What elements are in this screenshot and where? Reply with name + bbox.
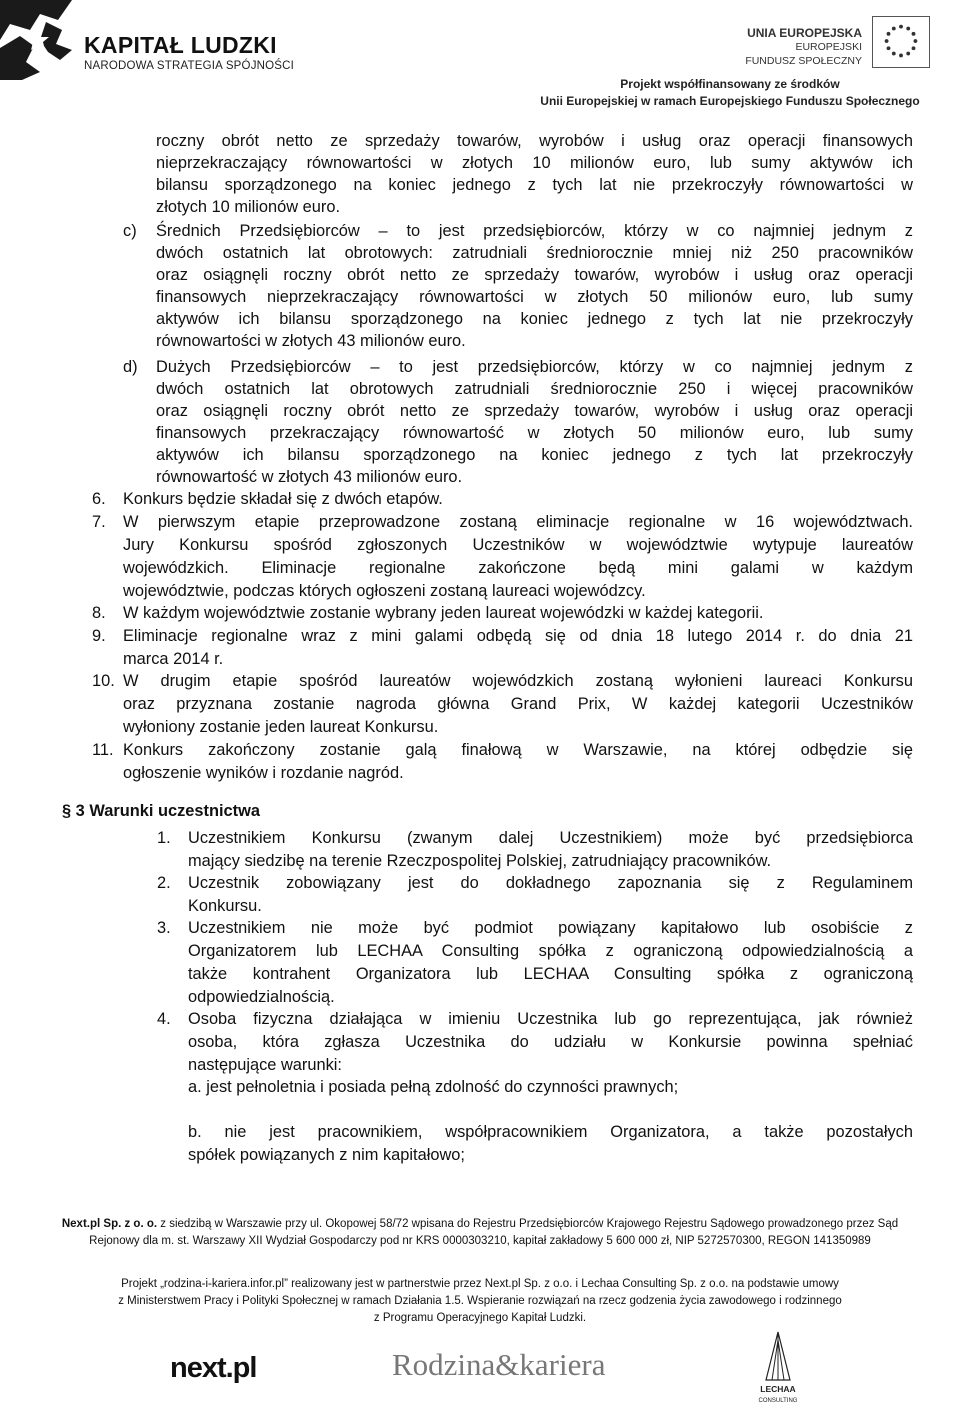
item-10-line: wyłoniony zostanie jeden laureat Konkursu. <box>123 718 439 736</box>
eu-logo <box>730 16 930 68</box>
item-7-line: województwie, podczas których ogłoszeni zostaną laureaci wojewódzcy. <box>123 582 646 600</box>
item-7-line: W pierwszym etapie przeprowadzone zostaną eliminacje regionalne w 16 województwach. <box>123 513 913 531</box>
item-7-marker: 7. <box>92 513 106 531</box>
intro-line: roczny obrót netto ze sprzedaży towarów, wyrobów i usług oraz operacji finansowych <box>156 132 913 150</box>
logo-title: KAPITAŁ LUDZKI <box>84 32 277 58</box>
item-10-line: oraz przyznana zostanie nagroda główna Grand Prix, W każdej kategorii Uczestników <box>123 695 913 713</box>
kapital-ludzki-logo <box>0 0 300 90</box>
item-9-marker: 9. <box>92 627 106 645</box>
kapital-ludzki-emblem-icon <box>0 0 80 80</box>
item-6-line: Konkurs będzie składał się z dwóch etapów. <box>123 490 443 508</box>
section-item-3-line: Uczestnikiem nie może być podmiot powiązany kapitałowo lub osobiście z <box>188 919 913 937</box>
section-item-1-line: Uczestnikiem Konkursu (zwanym dalej Uczestnikiem) może być przedsiębiorca <box>188 829 913 847</box>
section-item-4-sub-a: a. jest pełnoletnia i posiada pełną zdolność do czynności prawnych; <box>188 1078 679 1096</box>
section-item-1-marker: 1. <box>157 829 171 847</box>
item-d-line: finansowych przekraczający równowartość w złotych 50 milionów euro, lub sumy <box>156 424 913 442</box>
item-7-line: wojewódzkich. Eliminacje regionalne zakończone będą mini galami w każdym <box>123 559 913 577</box>
eu-line-2: EUROPEJSKI <box>795 41 862 53</box>
footer-company-rest: z siedzibą w Warszawie przy ul. Okopowej 58/72 wpisana do Rejestru Przedsiębiorców Krajowego Rejestru Sądowego prowadzonego przez Sąd <box>157 1218 899 1230</box>
item-9-line: Eliminacje regionalne wraz z mini galami odbędą się od dnia 18 lutego 2014 r. do dnia 21 <box>123 627 913 645</box>
footer-company-line-1 <box>0 1216 960 1233</box>
item-6-marker: 6. <box>92 490 106 508</box>
footer-project-line-2: z Ministerstwem Pracy i Polityki Społecznej w ramach Działania 1.5. Wspieranie rozwiązań na rzecz godzenia życia zawodowego i rodzinnego <box>118 1295 842 1307</box>
section-heading: § 3 Warunki uczestnictwa <box>62 802 260 820</box>
section-item-3-line: Organizatorem lub LECHAA Consulting spółka z ograniczoną odpowiedzialnością a <box>188 942 913 960</box>
rodzina-kariera-logo: Rodzina&kariera <box>392 1347 606 1382</box>
section-item-4-sub-b: spółek powiązanych z nim kapitałowo; <box>188 1146 465 1164</box>
item-11-marker: 11. <box>92 741 114 759</box>
section-item-3-line: także kontrahent Organizatora lub LECHAA Consulting spółka z ograniczoną <box>188 965 913 983</box>
section-item-1-line: mający siedzibę na terenie Rzeczpospolitej Polskiej, zatrudniający pracowników. <box>188 852 772 870</box>
section-item-4-sub-b: b. nie jest pracownikiem, współpracownikiem Organizatora, a także pozostałych <box>188 1123 913 1141</box>
item-d-line: Dużych Przedsiębiorców – to jest przedsiębiorców, którzy w co najmniej jednym z <box>156 358 913 376</box>
footer-project-line-1: Projekt „rodzina-i-kariera.infor.pl” realizowany jest w partnerstwie przez Next.pl Sp. z o.o. i Lechaa Consulting Sp. z o.o. na podstawie umowy <box>121 1278 839 1290</box>
eu-flag-icon <box>872 16 930 68</box>
item-c-marker: c) <box>123 222 137 240</box>
footer-project-line-3: z Programu Operacyjnego Kapitał Ludzki. <box>373 1312 587 1324</box>
item-9-line: marca 2014 r. <box>123 650 224 668</box>
item-d-line: równowartość w złotych 43 milionów euro. <box>156 468 463 486</box>
section-item-4-line: następujące warunki: <box>188 1056 342 1074</box>
item-d-line: dwóch ostatnich lat obrotowych zatrudniali średniorocznie 250 i więcej pracowników <box>156 380 913 398</box>
cofinance-note <box>530 76 930 110</box>
section-item-4-line: Osoba fizyczna działająca w imieniu Uczestnika lub go reprezentująca, jak również <box>188 1010 913 1028</box>
lechaa-consulting-logo <box>754 1330 802 1406</box>
item-11-line: Konkurs zakończony zostanie galą finałową w Warszawie, na której odbędzie się <box>123 741 913 759</box>
section-item-3-line: odpowiedzialnością. <box>188 988 335 1006</box>
logo-subtitle: NARODOWA STRATEGIA SPÓJNOŚCI <box>84 60 295 72</box>
item-d-line: oraz osiągnęli roczny obrót netto ze sprzedaży towarów, wyrobów i usług oraz operacji <box>156 402 913 420</box>
cofinance-line-2: Unii Europejskiej w ramach Europejskiego Funduszu Społecznego <box>540 94 920 108</box>
item-8-marker: 8. <box>92 604 106 622</box>
intro-line: nieprzekraczający równowartości w złotych 10 milionów euro, lub sumy aktywów ich <box>156 154 913 172</box>
item-d-line: aktywów ich bilansu sporządzonego na koniec jednego z tych lat przekroczyły <box>156 446 913 464</box>
item-c-line: dwóch ostatnich lat obrotowych: zatrudniali średniorocznie mniej niż 250 pracowników <box>156 244 913 262</box>
footer-company-line-2: Rejonowy dla m. st. Warszawy XII Wydział Gospodarczy pod nr KRS 0000303210, kapitał zakładowy 5 600 000 zł, NIP 5272570300, REGON 141350989 <box>89 1235 871 1247</box>
section-item-2-line: Konkursu. <box>188 897 262 915</box>
intro-line: złotych 10 milionów euro. <box>156 198 341 216</box>
item-10-line: W drugim etapie spośród laureatów wojewódzkich zostaną wyłonieni laureaci Konkursu <box>123 672 913 690</box>
section-item-4-line: osoba, która zgłasza Uczestnika do udziału w Konkursie powinna spełniać <box>188 1033 913 1051</box>
lechaa-logo-text: LECHAA <box>760 1384 796 1394</box>
item-c-line: równowartości w złotych 43 milionów euro. <box>156 332 466 350</box>
section-item-2-marker: 2. <box>157 874 171 892</box>
item-c-line: oraz osiągnęli roczny obrót netto ze sprzedaży towarów, wyrobów i usług oraz operacji <box>156 266 913 284</box>
eu-line-3: FUNDUSZ SPOŁECZNY <box>745 55 862 67</box>
lechaa-logo-sub: CONSULTING <box>758 1398 798 1404</box>
item-8-line: W każdym województwie zostanie wybrany jeden laureat wojewódzki w każdej kategorii. <box>123 604 764 622</box>
cofinance-line-1: Projekt współfinansowany ze środków <box>620 77 840 91</box>
eu-line-1: UNIA EUROPEJSKA <box>747 26 862 40</box>
item-d-marker: d) <box>123 358 138 376</box>
item-c-line: finansowych nieprzekraczający równowartości w złotych 50 milionów euro, lub sumy <box>156 288 913 306</box>
section-item-4-marker: 4. <box>157 1010 171 1028</box>
section-item-2-line: Uczestnik zobowiązany jest do dokładnego zapoznania się z Regulaminem <box>188 874 913 892</box>
intro-line: bilansu sporządzonego na koniec jednego z tych lat nie przekroczyły równowartości w <box>156 176 913 194</box>
item-7-line: Jury Konkursu spośród zgłoszonych Uczestników w województwie wytypuje laureatów <box>123 536 913 554</box>
footer-company-name: Next.pl Sp. z o. o. <box>61 1218 158 1230</box>
item-c-line: aktywów ich bilansu sporządzonego na koniec jednego z tych lat nie przekroczyły <box>156 310 913 328</box>
item-10-marker: 10. <box>92 672 115 690</box>
section-item-3-marker: 3. <box>157 919 171 937</box>
item-c-line: Średnich Przedsiębiorców – to jest przedsiębiorców, którzy w co najmniej jednym z <box>156 222 913 240</box>
item-11-line: ogłoszenie wyników i rozdanie nagród. <box>123 764 404 782</box>
next-pl-logo: next.pl <box>170 1352 257 1384</box>
